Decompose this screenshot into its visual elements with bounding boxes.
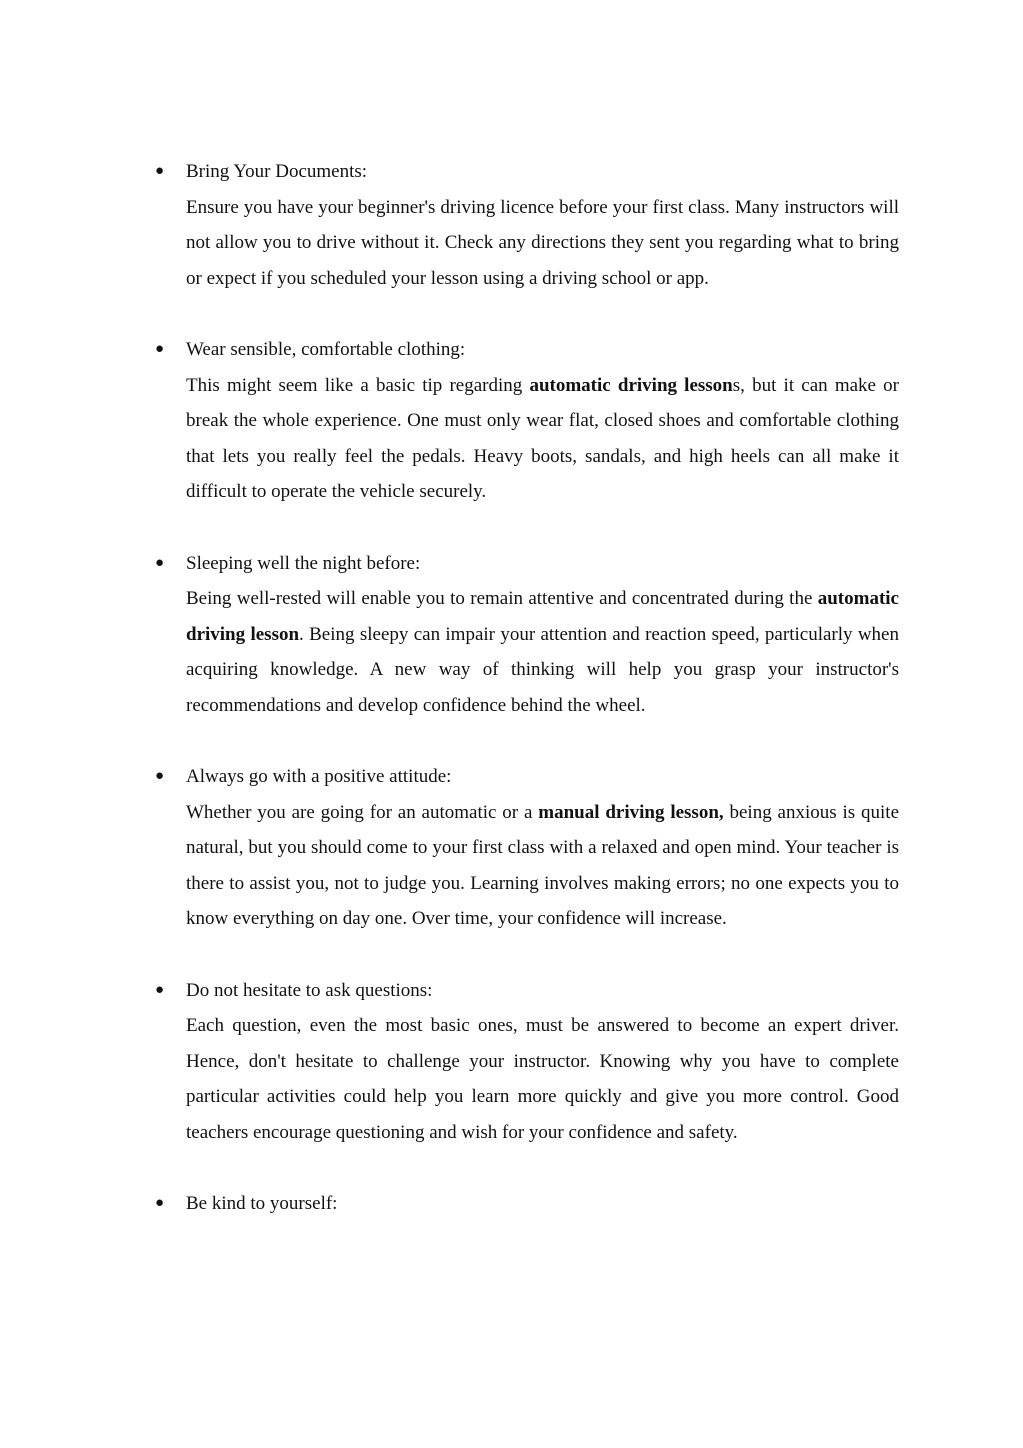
item-body xyxy=(186,795,899,937)
bullet-icon: ● xyxy=(155,768,165,785)
body-text: Whether you are going for an automatic or a xyxy=(186,801,539,823)
body-text: being anxious is quite natural, but you should come to your first class with a relaxed and open mind. Your teacher is there to assist you, not to judge you. Learning involves making errors; no one expects you to know everything on day one. Over time, your confidence will increase. xyxy=(186,801,900,930)
body-text: . Being sleepy can impair your attention and reaction speed, particularly when acquiring knowledge. A new way of thinking will help you grasp your instructor's recommendations and develop confidence behind the wheel. xyxy=(186,623,899,716)
item-heading: Be kind to yourself: xyxy=(186,1193,338,1215)
bullet-icon: ● xyxy=(155,340,165,357)
item-heading: Always go with a positive attitude: xyxy=(186,766,452,788)
keyword-bold: automatic driving lesson xyxy=(186,588,899,645)
bullet-icon: ● xyxy=(155,981,165,998)
bullet-icon: ● xyxy=(155,163,165,179)
item-heading: Wear sensible, comfortable clothing: xyxy=(186,338,466,360)
item-body xyxy=(186,190,899,297)
item-heading: Sleeping well the night before: xyxy=(186,552,421,574)
list-item xyxy=(155,154,899,296)
body-text: s, but it can make or break the whole experience. One must only wear flat, closed shoes and comfortable clothing that lets you really feel the pedals. Heavy boots, sandals, and high heels can all make it difficult to operate the vehicle securely. xyxy=(186,374,899,503)
body-text: Being well-rested will enable you to remain attentive and concentrated during the xyxy=(186,588,818,610)
list-item xyxy=(155,332,899,510)
list-item xyxy=(155,546,899,724)
item-body xyxy=(186,1008,899,1150)
list-item xyxy=(155,759,900,937)
body-text: This might seem like a basic tip regarding xyxy=(186,374,530,396)
item-body xyxy=(186,368,899,510)
list-item xyxy=(155,1186,899,1222)
tips-list xyxy=(155,154,900,1257)
keyword-bold: manual driving lesson, xyxy=(538,801,724,823)
item-body xyxy=(186,581,899,723)
item-heading: Bring Your Documents: xyxy=(186,161,368,182)
body-text: Ensure you have your beginner's driving licence before your first class. Many instructors will not allow you to drive without it. Check any directions they sent you regarding what to bring or expect if you scheduled your lesson using a driving school or app. xyxy=(186,196,899,289)
item-heading: Do not hesitate to ask questions: xyxy=(186,979,433,1001)
keyword-bold: automatic driving lesson xyxy=(529,374,733,396)
bullet-icon: ● xyxy=(155,554,165,571)
list-item xyxy=(155,973,899,1151)
body-text: Each question, even the most basic ones, must be answered to become an expert driver. Hence, don't hesitate to challenge your instructor. Knowing why you have to complete particular activities could help you learn more quickly and give you more control. Good teachers encourage questioning and wish for your confidence and safety. xyxy=(186,1015,899,1144)
bullet-icon: ● xyxy=(155,1195,165,1212)
